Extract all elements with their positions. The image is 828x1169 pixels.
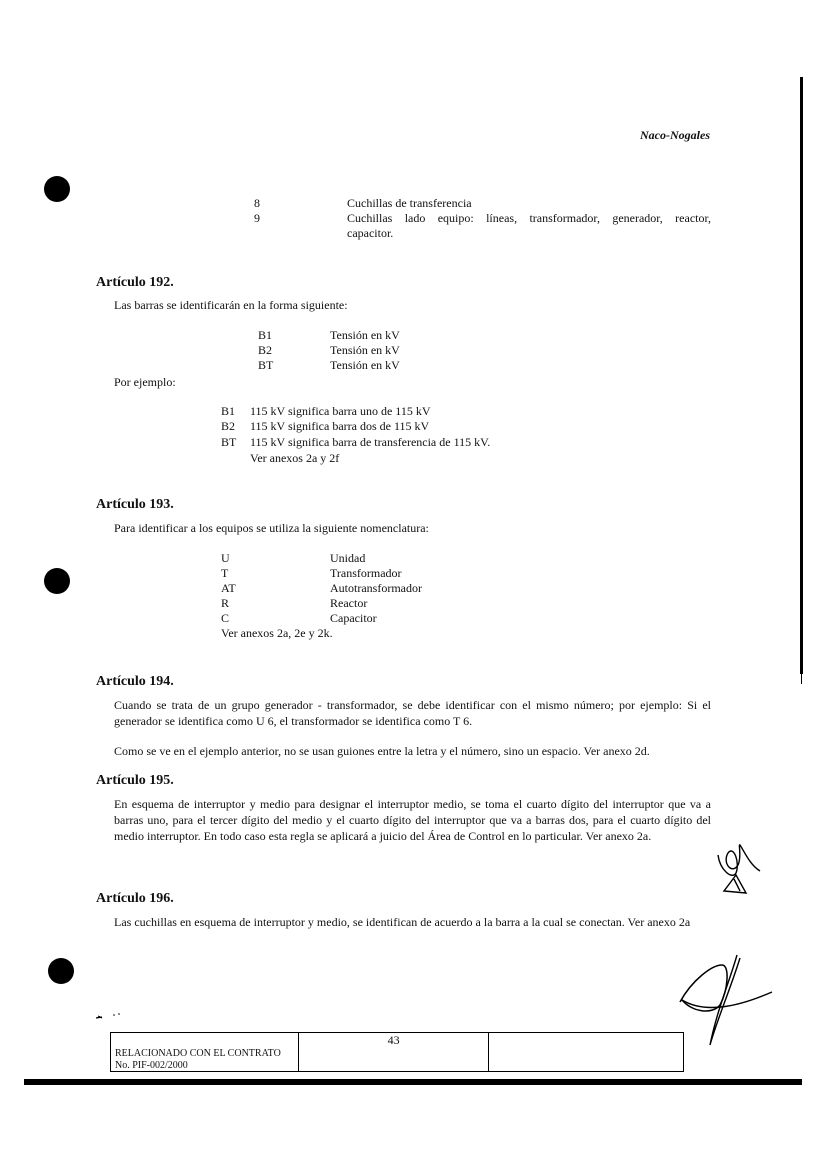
stray-mark: [94, 1012, 124, 1022]
punch-hole-middle: [44, 568, 70, 594]
code-desc: Tensión en kV: [330, 343, 400, 357]
code-item: B1: [258, 328, 273, 342]
example-label: Por ejemplo:: [114, 375, 176, 389]
code-item: U: [221, 551, 230, 565]
article-intro: Las barras se identificarán en la forma siguiente:: [114, 298, 348, 312]
code-desc: Autotransformador: [330, 581, 422, 595]
code-item: AT: [221, 581, 236, 595]
article-heading: Artículo 194.: [96, 674, 174, 689]
code-item: B2: [258, 343, 273, 357]
see-annex: Ver anexos 2a y 2f: [250, 451, 340, 465]
list-item-desc: Cuchillas lado equipo: líneas, transformador, generador, reactor,: [347, 211, 711, 225]
see-annex: Ver anexos 2a, 2e y 2k.: [221, 626, 333, 640]
bottom-border-bar: [24, 1079, 802, 1085]
punch-hole-top: [44, 176, 70, 202]
contract-cell: [111, 1033, 299, 1072]
page-edge-line: [800, 77, 803, 674]
code-desc: Reactor: [330, 596, 368, 610]
code-desc: Unidad: [330, 551, 366, 565]
article-paragraph: En esquema de interruptor y medio para designar el interruptor medio, se toma el cuarto dígito del interruptor que va a barras uno, para el tercer dígito del medio y el cuarto dígito del interruptor que va a barras dos, para el cuarto dígito del medio interruptor. En todo caso esta regla se aplicará a juicio del Área de Control en lo particular. Ver anexo 2a.: [114, 797, 711, 843]
list-item-code: 9: [254, 211, 260, 225]
code-desc: Capacitor: [330, 611, 377, 625]
article-heading: Artículo 195.: [96, 773, 174, 788]
blank-cell: [489, 1033, 684, 1072]
example-desc: 115 kV significa barra de transferencia de 115 kV.: [250, 435, 491, 449]
article-paragraph: Cuando se trata de un grupo generador - transformador, se debe identificar con el mismo número; por ejemplo: Si el generador se identifica como U 6, el transformador se identifica como T 6.: [114, 698, 711, 728]
article-heading: Artículo 196.: [96, 891, 174, 906]
page-edge-line-tail: [801, 674, 802, 684]
contract-line-1: RELACIONADO CON EL CONTRATO: [115, 1048, 281, 1059]
list-item-code: 8: [254, 196, 260, 210]
header-title: Naco-Nogales: [640, 128, 710, 142]
code-desc: Transformador: [330, 566, 402, 580]
signature-mark: [672, 950, 782, 1055]
code-item: T: [221, 566, 229, 580]
list-item-desc: Cuchillas de transferencia: [347, 196, 472, 210]
example-code: B2: [221, 419, 236, 433]
page-number: 43: [298, 1033, 488, 1072]
article-heading: Artículo 192.: [96, 275, 174, 290]
example-code: BT: [221, 435, 237, 449]
code-item: BT: [258, 358, 274, 372]
footer-table: [110, 1032, 684, 1072]
code-desc: Tensión en kV: [330, 358, 400, 372]
example-desc: 115 kV significa barra uno de 115 kV: [250, 404, 431, 418]
punch-hole-bottom: [48, 958, 74, 984]
contract-line-2: No. PIF-002/2000: [115, 1060, 188, 1071]
code-item: C: [221, 611, 230, 625]
example-desc: 115 kV significa barra dos de 115 kV: [250, 419, 430, 433]
article-heading: Artículo 193.: [96, 497, 174, 512]
code-item: R: [221, 596, 230, 610]
code-desc: Tensión en kV: [330, 328, 400, 342]
list-item-desc-cont: capacitor.: [347, 226, 394, 240]
example-code: B1: [221, 404, 236, 418]
article-intro: Para identificar a los equipos se utiliza la siguiente nomenclatura:: [114, 521, 429, 535]
article-paragraph: Las cuchillas en esquema de interruptor y medio, se identifican de acuerdo a la barra a la cual se conectan. Ver anexo 2a: [114, 915, 691, 929]
article-paragraph: Como se ve en el ejemplo anterior, no se usan guiones entre la letra y el número, sino un espacio. Ver anexo 2d.: [114, 744, 650, 758]
initials-mark: [710, 835, 770, 900]
